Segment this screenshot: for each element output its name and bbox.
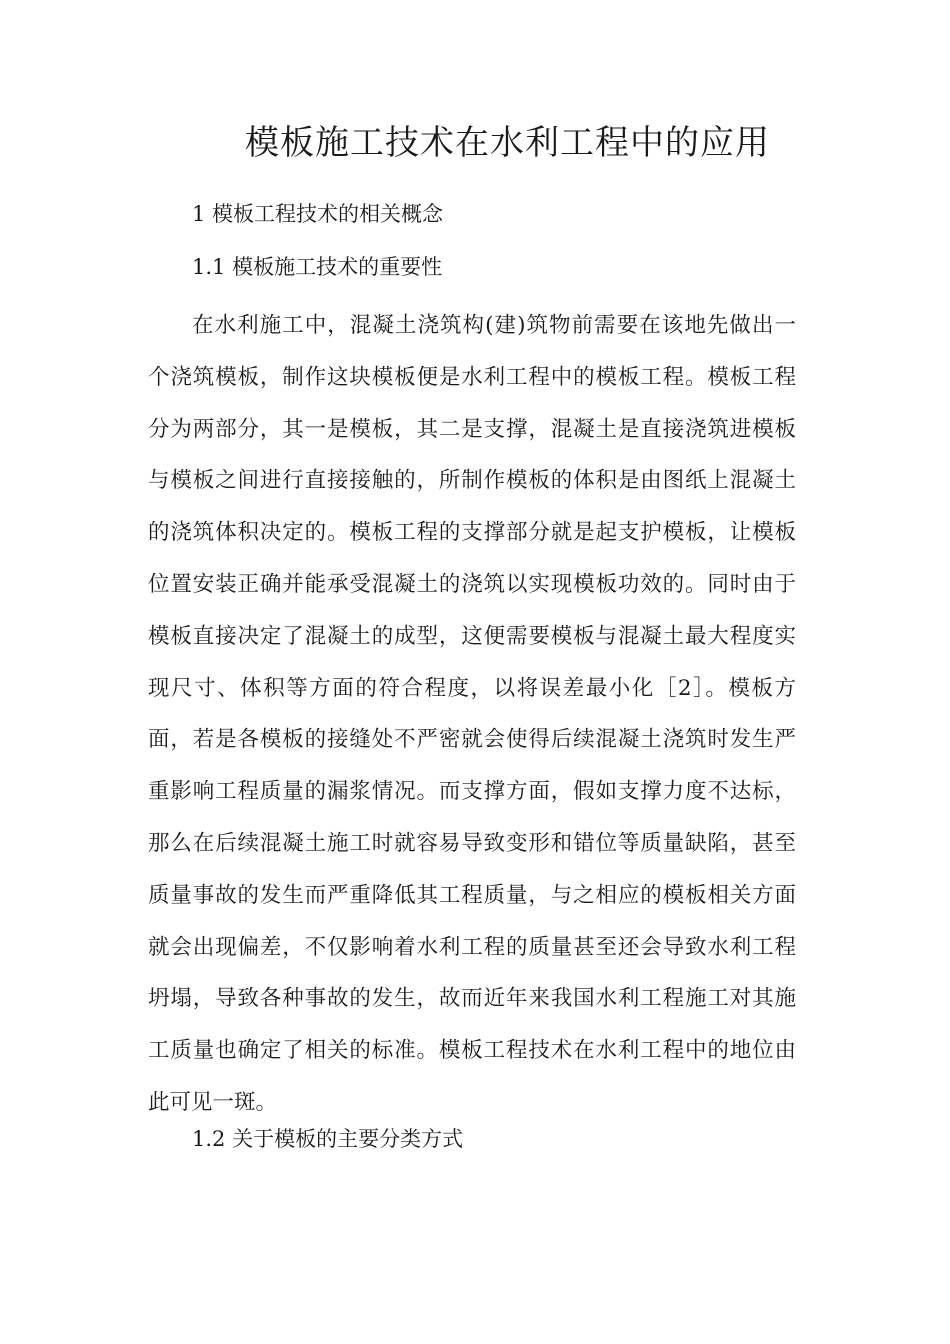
paragraph-line: 现尺寸、体积等方面的符合程度，以将误差最小化［2］。模板方 <box>148 675 796 701</box>
paragraph-line: 工质量也确定了相关的标准。模板工程技术在水利工程中的地位由 <box>148 1038 796 1064</box>
paragraph-line: 分为两部分，其一是模板，其二是支撑，混凝土是直接浇筑进模板 <box>148 416 796 442</box>
body-paragraph <box>148 300 796 1129</box>
paragraph-line: 面，若是各模板的接缝处不严密就会使得后续混凝土浇筑时发生严 <box>148 727 796 753</box>
paragraph-line: 位置安装正确并能承受混凝土的浇筑以实现模板功效的。同时由于 <box>148 571 796 597</box>
paragraph-line: 重影响工程质量的漏浆情况。而支撑方面，假如支撑力度不达标， <box>148 779 796 805</box>
section-heading-1-1: 1.1 模板施工技术的重要性 <box>192 255 443 279</box>
paragraph-line: 质量事故的发生而严重降低其工程质量，与之相应的模板相关方面 <box>148 882 796 908</box>
paragraph-line: 坍塌，导致各种事故的发生，故而近年来我国水利工程施工对其施 <box>148 986 796 1012</box>
section-heading-1: 1 模板工程技术的相关概念 <box>192 202 444 226</box>
paragraph-line: 的浇筑体积决定的。模板工程的支撑部分就是起支护模板，让模板 <box>148 520 796 546</box>
document-title: 模板施工技术在水利工程中的应用 <box>245 123 770 163</box>
paragraph-line: 与模板之间进行直接接触的，所制作模板的体积是由图纸上混凝土 <box>148 468 796 494</box>
section-heading-1-2: 1.2 关于模板的主要分类方式 <box>192 1127 464 1151</box>
paragraph-line: 那么在后续混凝土施工时就容易导致变形和错位等质量缺陷，甚至 <box>148 830 796 856</box>
paragraph-line: 在水利施工中，混凝土浇筑构(建)筑物前需要在该地先做出一 <box>192 313 796 338</box>
paragraph-line: 模板直接决定了混凝土的成型，这便需要模板与混凝土最大程度实 <box>148 623 796 649</box>
paragraph-line: 个浇筑模板，制作这块模板便是水利工程中的模板工程。模板工程 <box>148 364 796 390</box>
paragraph-line: 就会出现偏差，不仅影响着水利工程的质量甚至还会导致水利工程 <box>148 934 796 960</box>
paragraph-line: 此可见一斑。 <box>148 1089 278 1115</box>
